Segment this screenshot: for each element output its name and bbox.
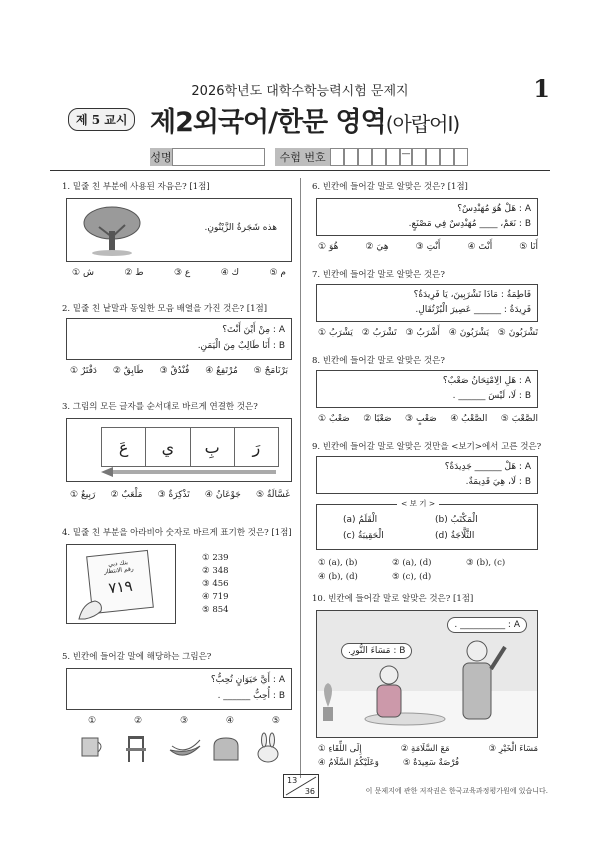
q3-option-4[interactable]: ④ جَوْعَانُ — [204, 490, 241, 500]
q2-option-5[interactable]: ⑤ بَرْنَامَجٌ — [253, 366, 288, 376]
subject-title: 제2외국어/한문 영역(아랍어Ⅰ) — [150, 107, 460, 138]
q9-item-b: (b) الْمَكْتَبُ — [435, 515, 478, 525]
page-counter — [283, 774, 319, 798]
q2-option-2[interactable]: ② طَابِقٌ — [112, 366, 144, 376]
q4-option-1[interactable]: ① 239 — [202, 553, 229, 563]
q3-letter: بِ — [190, 428, 234, 466]
q9-box — [316, 456, 538, 494]
q2-option-1[interactable]: ① دَفْتَرٌ — [70, 366, 97, 376]
q6-option-2[interactable]: ② هِيَ — [365, 242, 389, 252]
q3-option-5[interactable]: ⑤ غَسَّالَةٌ — [255, 490, 290, 500]
q2-option-3[interactable]: ③ فُنْدُقٌ — [159, 366, 190, 376]
name-label: 성명 — [150, 148, 172, 166]
q10-scene — [316, 610, 538, 738]
q9-option-1[interactable]: ① (a), (b) — [318, 558, 358, 568]
q5-pictures — [76, 732, 296, 766]
q4-options — [202, 552, 229, 617]
q9-item-d: (d) الثَّلَّاجَةُ — [435, 531, 475, 541]
q7-stem: 7. 빈칸에 들어갈 말로 알맞은 것은? — [312, 270, 445, 280]
q2-box — [66, 318, 292, 360]
q5-option-3[interactable]: ③ — [179, 716, 189, 726]
q1-sentence: هذه شَجَرةُ الزَّيْتُونِ. — [204, 223, 277, 233]
q7-option-4[interactable]: ④ يَشْرَبُونَ — [448, 328, 489, 338]
q8-option-5[interactable]: ⑤ الصَّعْبَ — [500, 414, 538, 424]
q1-option-4[interactable]: ④ ك — [220, 268, 240, 278]
examno-field[interactable] — [330, 148, 468, 166]
q9-options — [318, 556, 538, 584]
header-rule — [50, 170, 550, 171]
q6-option-1[interactable]: ① هُوَ — [318, 242, 339, 252]
q1-option-5[interactable]: ⑤ م — [269, 268, 286, 278]
q3-letter: رَ — [234, 428, 278, 466]
q3-option-2[interactable]: ② مَلْعَبٌ — [110, 490, 143, 500]
q9-option-4[interactable]: ④ (b), (d) — [318, 572, 358, 582]
name-field[interactable] — [172, 148, 265, 166]
q8-option-2[interactable]: ② صَعْبًا — [363, 414, 392, 424]
q1-options — [72, 268, 286, 278]
q3-letter: عَ — [118, 437, 129, 457]
ticket-number: ٧١٩ — [107, 576, 134, 598]
q3-box — [66, 418, 292, 482]
q3-options — [70, 490, 290, 500]
arrow-left-icon — [101, 467, 281, 477]
q5-line-b: B : أُحِبُّ ______ . — [217, 691, 285, 701]
q5-option-4[interactable]: ④ — [225, 716, 234, 726]
q10-option-1[interactable]: ① إِلَى اللِّقَاءِ — [318, 744, 362, 754]
page-current: 13 — [287, 776, 298, 785]
q3-stem: 3. 그림의 모든 글자를 순서대로 바르게 연결한 것은? — [62, 402, 258, 412]
q4-option-5[interactable]: ⑤ 854 — [202, 605, 229, 615]
q9-option-2[interactable]: ② (a), (d) — [392, 558, 432, 568]
q6-option-3[interactable]: ③ أَنْتِ — [415, 242, 441, 252]
q9-item-a: (a) الْقَلَمُ — [343, 515, 378, 525]
q5-option-1[interactable]: ① — [88, 716, 97, 726]
rabbit-icon — [258, 733, 278, 762]
q7-option-2[interactable]: ② تَشْرَبُ — [361, 328, 397, 338]
q6-box — [316, 198, 538, 236]
q9-option-3[interactable]: ③ (b), (c) — [466, 558, 506, 568]
q8-options — [318, 414, 538, 424]
q3-option-3[interactable]: ③ تَذْكِرَةٌ — [157, 490, 190, 500]
q6-stem: 6. 빈칸에 들어갈 말로 알맞은 것은? [1점] — [312, 182, 468, 192]
q9-item-c: (c) الْحَقِيبَةُ — [343, 531, 384, 541]
q8-box — [316, 370, 538, 408]
q4-box — [66, 544, 176, 624]
q8-stem: 8. 빈칸에 들어갈 말로 알맞은 것은? — [312, 356, 445, 366]
examno-dash: — — [400, 148, 412, 166]
q9-stem: 9. 빈칸에 들어갈 말로 알맞은 것만을 <보기>에서 고른 것은? — [312, 442, 542, 452]
exam-year-title: 2026학년도 대학수학능력시험 문제지 — [191, 84, 409, 99]
q8-option-3[interactable]: ③ صَعْبٍ — [405, 414, 437, 424]
q7-line-b: فَرِيدَةُ : ______ عَصِيرَ الْبُرْتُقَالِ. — [415, 305, 531, 315]
q10-stem: 10. 빈칸에 들어갈 말로 알맞은 것은? [1점] — [312, 594, 474, 604]
q10-option-3[interactable]: ③ مَسَاءَ الْخَيْرِ — [488, 744, 538, 754]
examno-label: 수험 번호 — [275, 148, 330, 166]
q1-option-2[interactable]: ② ط — [124, 268, 144, 278]
q10-options — [318, 742, 538, 770]
q2-line-a: A : مِنْ أَيْنَ أَنْتَ؟ — [222, 325, 285, 335]
chair-icon — [126, 736, 146, 762]
q4-option-3[interactable]: ③ 456 — [202, 579, 229, 589]
q5-box — [66, 668, 292, 710]
q10-bubble-a: A : __________ . — [447, 617, 527, 633]
q7-option-5[interactable]: ⑤ تَشْرَبُونَ — [497, 328, 538, 338]
q8-line-b: B : لَا، لَيْسَ ______ . — [452, 391, 531, 401]
q10-option-5[interactable]: ⑤ فُرْصَةٌ سَعِيدَةٌ — [402, 758, 460, 768]
q10-option-2[interactable]: ② مَعَ السَّلَامَةِ — [400, 744, 450, 754]
page-total: 36 — [304, 787, 315, 796]
banana-icon — [170, 740, 200, 755]
q5-option-2[interactable]: ② — [133, 716, 143, 726]
q5-stem: 5. 빈칸에 들어갈 말에 해당하는 그림은? — [62, 652, 212, 662]
q1-option-3[interactable]: ③ ع — [173, 268, 191, 278]
q1-box — [66, 198, 292, 262]
hand-icon — [77, 597, 107, 621]
subject-subtitle: (아랍어Ⅰ) — [385, 112, 460, 136]
q10-option-4[interactable]: ④ وَعَلَيْكُمُ السَّلَامُ — [318, 758, 379, 768]
q6-line-b: B : نَعَمْ، ____ مُهَنْدِسٌ فِي مَصْنَعٍ. — [408, 219, 531, 229]
q9-bogi-box — [316, 499, 538, 550]
q7-option-3[interactable]: ③ أَشْرَبُ — [405, 328, 440, 338]
cup-icon — [82, 738, 101, 756]
q5-option-5[interactable]: ⑤ — [271, 716, 280, 726]
q7-box — [316, 284, 538, 322]
q9-line-a: A : هَلْ ______ جَدِيدَةٌ؟ — [444, 462, 531, 472]
q4-option-2[interactable]: ② 348 — [202, 566, 229, 576]
q5-line-a: A : أَيَّ حَيَوَانٍ تُحِبُّ؟ — [210, 675, 285, 685]
q3-letter-strip — [101, 427, 279, 467]
q10-bubble-b: B : مَسَاءَ النُّورِ. — [341, 643, 412, 659]
page-slash — [284, 775, 318, 797]
q8-option-1[interactable]: ① صَعْبٌ — [318, 414, 350, 424]
q3-option-1[interactable]: ① رَبِيعٌ — [70, 490, 96, 500]
q4-stem: 4. 밑줄 친 부분을 아라비아 숫자로 바르게 표기한 것은? [1점] — [62, 528, 292, 538]
q9-line-b: B : لَا، هِيَ قَدِيمَةٌ. — [465, 477, 531, 487]
q6-option-4[interactable]: ④ أَنْتَ — [467, 242, 493, 252]
page-number: 1 — [533, 74, 550, 103]
q4-option-4[interactable]: ④ 719 — [202, 592, 229, 602]
session-badge: 제 5 교시 — [68, 108, 135, 131]
q5-option-labels — [88, 716, 280, 726]
q2-options — [70, 366, 288, 376]
ticket-line-1: بنك دبي — [107, 559, 129, 569]
copyright-notice: 이 문제지에 관한 저작권은 한국교육과정평가원에 있습니다. — [365, 787, 548, 795]
q2-line-b: B : أَنَا طَالِبٌ مِنَ الْيَمَنِ. — [197, 341, 285, 351]
q3-letter: ي — [145, 428, 189, 466]
q8-line-a: A : هَلِ الِامْتِحَانُ صَعْبٌ؟ — [442, 376, 531, 386]
q6-line-a: A : هَلْ هُوَ مُهَنْدِسٌ؟ — [457, 204, 531, 214]
q6-option-5[interactable]: ⑤ أَنَا — [519, 242, 538, 252]
q8-option-4[interactable]: ④ الصَّعْبُ — [450, 414, 488, 424]
name-examno-bar — [150, 148, 468, 166]
bread-icon — [214, 738, 238, 760]
q2-stem: 2. 밑줄 친 낱말과 동일한 모음 배열을 가진 것은? [1점] — [62, 304, 268, 314]
q9-option-5[interactable]: ⑤ (c), (d) — [392, 572, 432, 582]
ticket-line-2: رقم الانتظار — [103, 565, 135, 576]
q2-option-4[interactable]: ④ مُرْتَفِعٌ — [205, 366, 238, 376]
q6-options — [318, 242, 538, 252]
q1-stem: 1. 밑줄 친 부분에 사용된 자음은? [1점] — [62, 182, 210, 192]
q9-bogi-label: < 보 기 > — [397, 498, 439, 509]
olive-tree-icon — [77, 203, 147, 257]
q7-option-1[interactable]: ① يَشْرَبُ — [318, 328, 353, 338]
q1-option-1[interactable]: ① ش — [72, 268, 94, 278]
q7-line-a: فَاطِمَةُ : مَاذَا تَشْرَبِينَ، يَا فَرِيدَةُ؟ — [413, 290, 531, 300]
column-divider — [300, 178, 301, 778]
q7-options — [318, 328, 538, 338]
